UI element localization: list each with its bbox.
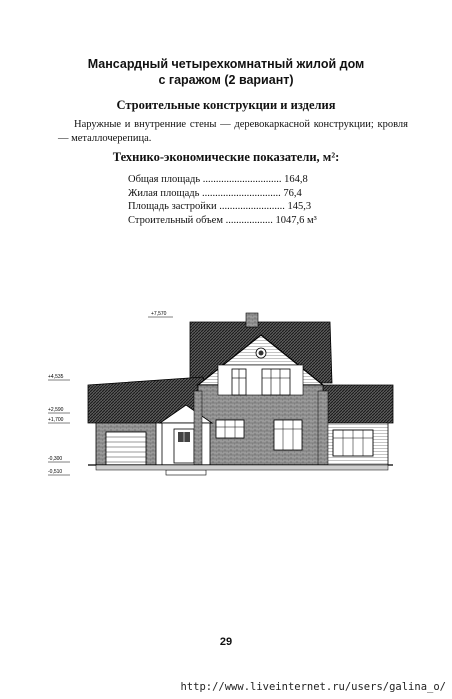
page-title [0,56,452,88]
indicators-list [128,173,358,227]
attic-window [232,369,246,395]
indicator-label: Жилая площадь [128,187,200,199]
indicator-row [128,187,358,201]
indicator-value: 1047,6 м³ [272,214,317,226]
indicator-dots: .................. [222,214,273,226]
indicator-label: Общая площадь [128,174,201,185]
indicator-label: Площадь застройки [128,201,217,212]
ground-window [274,420,302,450]
elevation-mark: +2,590 [48,407,64,413]
indicator-dots: .............................. [200,174,282,185]
indicator-dots: .............................. [199,187,281,199]
right-wing-window [333,430,373,456]
watermark-url[interactable]: http://www.liveinternet.ru/users/galina_o/ [180,681,446,693]
house-facade-drawing [48,305,406,485]
title-line-2: с гаражом (2 вариант) [158,73,294,87]
plinth [96,465,388,470]
elevation-mark-top: +7,570 [151,311,167,317]
indicator-dots: ......................... [216,201,285,212]
title-line-1: Мансардный четырехкомнатный жилой дом [87,57,365,71]
indicator-row [128,200,358,214]
constructions-heading: Строительные конструкции и изделия [116,98,336,112]
elevation-mark: +4,535 [48,374,64,380]
elevation-mark: -0,300 [48,456,63,462]
ground-window [216,420,244,438]
right-wing-roof [320,385,393,423]
pilaster [318,391,328,465]
indicator-value: 164,8 [281,174,308,185]
chimney [246,313,258,327]
indicator-label: Строительный объем [128,214,223,226]
page-number: 29 [219,636,233,648]
elevation-mark: -0,510 [48,469,63,475]
attic-window-wide [262,369,290,395]
indicator-row [128,173,358,187]
indicators-heading: Технико-экономические показатели, м²: [112,150,340,164]
indicator-value: 76,4 [280,187,302,199]
constructions-text: Наружные и внутренние стены — деревокаркасной конструкции; кровля — металлочерепица. [58,119,408,144]
indicator-value: 145,3 [284,201,312,212]
elevation-mark: +1,700 [48,417,64,423]
pilaster [194,391,202,465]
indicator-row [128,214,358,228]
